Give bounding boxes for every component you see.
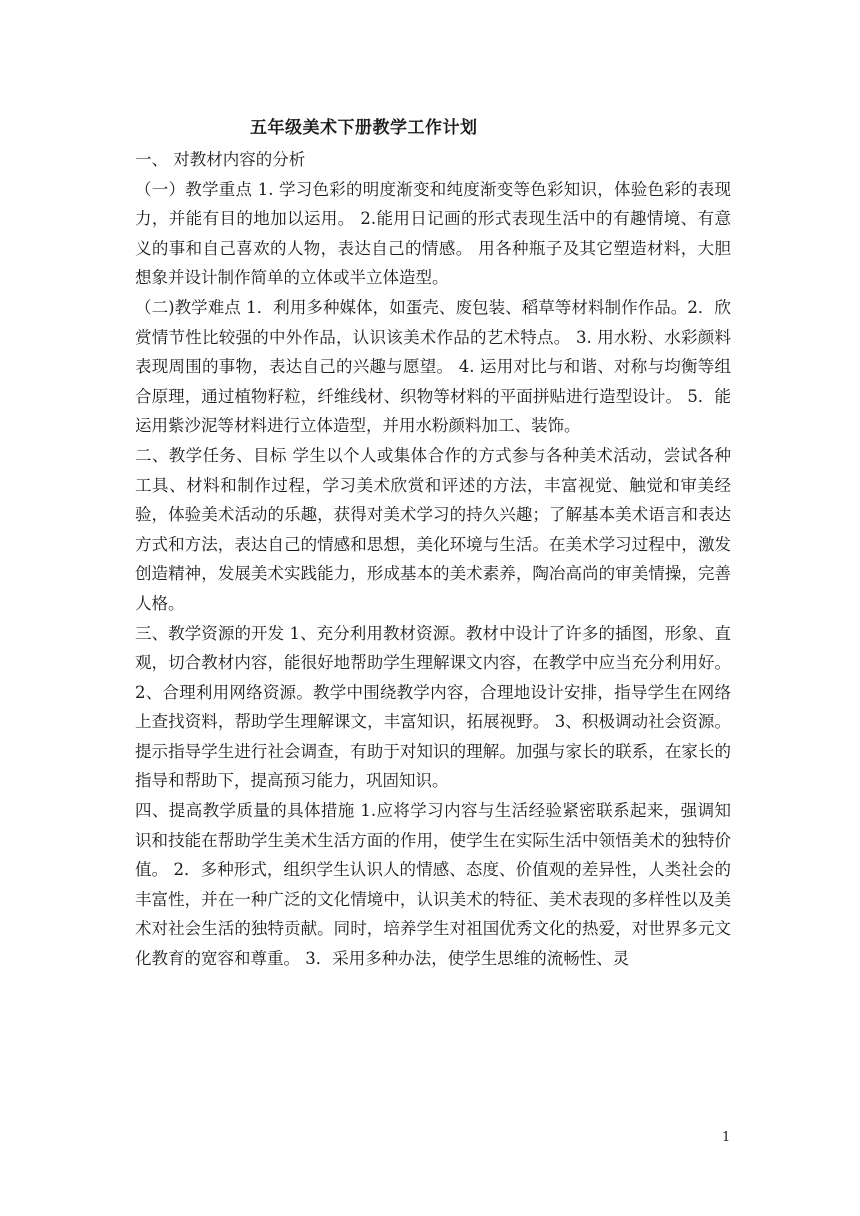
document-body <box>135 145 731 974</box>
paragraph-quality-measures: 四、提高教学质量的具体措施 1.应将学习内容与生活经验紧密联系起来，强调知识和技能在帮助学生美术生活方面的作用，使学生在实际生活中领悟美术的独特价值。 2．多种形式，组织学生认识人的情感、态度、价值观的差异性，人类社会的丰富性，并在一种广泛的文化情境中，认识美术的特征、美术表现的多样性以及美术对社会生活的独特贡献。同时，培养学生对祖国优秀文化的热爱，对世界多元文化教育的宽容和尊重。 3．采用多种办法，使学生思维的流畅性、灵 <box>135 801 731 969</box>
paragraph-tasks-goals: 二、教学任务、目标 学生以个人或集体合作的方式参与各种美术活动，尝试各种工具、材料和制作过程，学习美术欣赏和评述的方法，丰富视觉、触觉和审美经验，体验美术活动的乐趣，获得对美术学习的持久兴趣；了解基本美术语言和表达方式和方法，表达自己的情感和思想，美化环境与生活。在美术学习过程中，激发创造精神，发展美术实践能力，形成基本的美术素养，陶冶高尚的审美情操，完善人格。 <box>135 445 731 613</box>
section-heading-analysis: 一、 对教材内容的分析 <box>135 150 306 169</box>
page-number: 1 <box>722 1130 731 1145</box>
paragraph-teaching-difficulty: （二)教学难点 1．利用多种媒体，如蛋壳、废包装、稻草等材料制作作品。2．欣赏情节性比较强的中外作品，认识该美术作品的艺术特点。 3. 用水粉、水彩颜料表现周围的事物，表达自己的兴趣与愿望。 4. 运用对比与和谐、对称与均衡等组合原理，通过植物籽粒，纤维线材、织物等材料的平面拼贴进行造型设计。 5．能运用紫沙泥等材料进行立体造型，并用水粉颜料加工、装饰。 <box>135 297 731 436</box>
paragraph-resource-development: 三、教学资源的开发 1、充分利用教材资源。教材中设计了许多的插图，形象、直观，切合教材内容，能很好地帮助学生理解课文内容，在教学中应当充分利用好。 2、合理利用网络资源。教学中围绕教学内容，合理地设计安排，指导学生在网络上查找资料，帮助学生理解课文，丰富知识，拓展视野。 3、积极调动社会资源。提示指导学生进行社会调查，有助于对知识的理解。加强与家长的联系，在家长的指导和帮助下，提高预习能力，巩固知识。 <box>135 623 731 791</box>
document-title: 五年级美术下册教学工作计划 <box>250 118 478 138</box>
paragraph-teaching-focus: （一）教学重点 1. 学习色彩的明度渐变和纯度渐变等色彩知识，体验色彩的表现力，并能有目的地加以运用。 2.能用日记画的形式表现生活中的有趣情境、有意义的事和自己喜欢的人物，表达自己的情感。 用各种瓶子及其它塑造材料，大胆想象并设计制作简单的立体或半立体造型。 <box>135 179 731 288</box>
